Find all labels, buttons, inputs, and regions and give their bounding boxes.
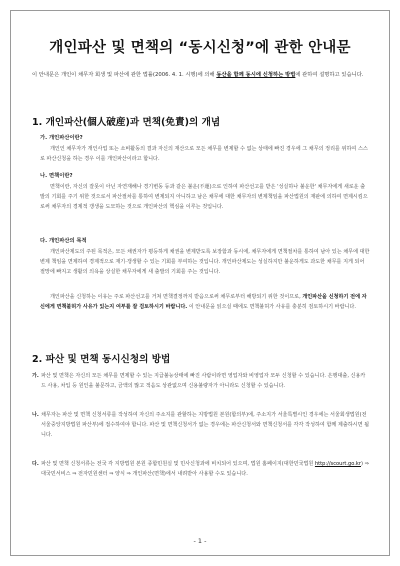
page-number: - 1 - <box>193 537 207 545</box>
item-c-text-end: ) ⇒ 대국민서비스 ⇒ 전자민원센터 ⇒ 양식 ⇒ 개인파산(면책)에서 내려받아 사용할 수도 있습니다. <box>41 461 369 478</box>
section1-a-text: 개인인 채무자가 개인사업 또는 소비활동의 결과 자신의 재산으로 모든 채무를 변제할 수 없는 상태에 빠진 경우에 그 채무의 정리를 위하여 스스로 파산신청을 하는 경우 이를 개인파산이라고 합니다. <box>40 146 368 163</box>
section1-title: 1. 개인파산(個人破産)과 면책(免責)의 개념 <box>32 117 221 128</box>
section1-c-text1: 개인파산제도의 주된 목적은, 모든 채권자가 평등하게 채권을 변제받도록 보장함과 동시에, 채무자에게 면책절차를 통하여 남아 있는 채무에 대한 변제 책임을 면제하여 경제적으로 재기·갱생할 수 있는 기회를 부여하는 것입니다. 개인파산제도는 성실하지만 불운하게도 과도한 채무를 지게 되어 절망에 빠지고 생활의 의욕을 상실한 채무자에게 새 출발의 기회를 주는 것입니다. <box>40 249 370 276</box>
c-text2-start: 개인파산을 신청하는 이유는 주로 파산선고를 거쳐 면책결정까지 받음으로써 채무로부터 해방되기 위한 것이므로, <box>50 294 303 300</box>
section2-item-c <box>32 459 370 479</box>
section1-c-text2 <box>40 292 370 312</box>
c-text2-end: 이 안내문을 읽으실 때에도 면책불허가 사유를 충분히 검토하시기 바랍니다. <box>187 304 356 311</box>
item-c-mark: 다. <box>32 461 39 467</box>
intro-text-end: 에 관하여 설명하고 있습니다. <box>295 72 364 78</box>
section2-item-b <box>32 410 370 441</box>
intro-highlight: 동산을 함께 동시에 신청하는 방법 <box>216 72 296 78</box>
section1-a-heading: 가. 개인파산이란? <box>40 135 83 141</box>
section1-b-text: 면책이란, 자신의 잘못이 아닌 자연재해나 경기변동 등과 같은 불운(不運)으로 인하여 파산선고를 받은 '성실하나 불운한' 채무자에게 새로운 출발의 기회를 주기 위한 것으로서 파산절차를 통하여 변제되지 아니하고 남은 채무에 대한 채무자의 변제책임을 파산법원의 재판에 의하여 면제시킴으로써 채무자의 경제적 갱생을 도모하는 것으로 개인파산의 핵심을 이루는 것입니다. <box>40 184 368 211</box>
section2-title: 2. 파산 및 면책 동시신청의 방법 <box>32 354 171 365</box>
section1-c-heading: 다. 개인파산의 목적 <box>40 238 87 244</box>
item-b-mark: 나. <box>32 412 39 418</box>
document-title: 개인파산 및 면책의 “동시신청”에 관한 안내문 <box>49 40 351 56</box>
item-a-text: 파산 및 면책은 자신의 모든 채무를 면제할 수 있는 지급불능상태에 빠진 사람이라면 영업자와 비영업자 모두 신청할 수 있습니다. 은행대출, 신용카드 사용, 차입 등 원인을 불문하고, 금액의 많고 적음도 상관없으며 신용불량자가 아니라도 신청할 수 있습니다. <box>41 373 366 390</box>
c-text2-emphasis: 개인파산을 신청하기 전에 자신에게 면책불허가 사유가 있는지 여부를 잘 검토하시기 바랍니다. <box>40 294 367 311</box>
intro-text: 이 안내문은 개인이 채무자 회생 및 파산에 관한 법률(2006. 4. 1. 시행)에 의해 <box>32 72 217 78</box>
court-website-link[interactable]: http://scourt.go.kr <box>314 461 361 467</box>
item-a-mark: 가. <box>32 373 39 379</box>
section2-item-a <box>32 371 370 391</box>
item-b-text: 채무자는 파산 및 면책 신청서류를 작성하여 자신의 주소지를 관할하는 지방법원 본원(합의부)에, 주소지가 서울특별시인 경우에는 서울회생법원(전 서울중앙지방법원 파산부)에 접수하여야 합니다. 파산 및 면책신청서가 없는 경우에는 파산신청서와 면책신청서를 각각 작성하여 함께 제출하시면 됩니다. <box>41 412 370 439</box>
section1-b-heading: 나. 면책이란? <box>40 173 73 179</box>
item-c-text: 파산 및 면책 신청서류는 전국 각 지방법원 본원 종합민원실 및 민사신청과에 비치되어 있으며, 법원 홈페이지(대한민국법원 <box>41 461 315 467</box>
intro-paragraph <box>32 70 370 80</box>
